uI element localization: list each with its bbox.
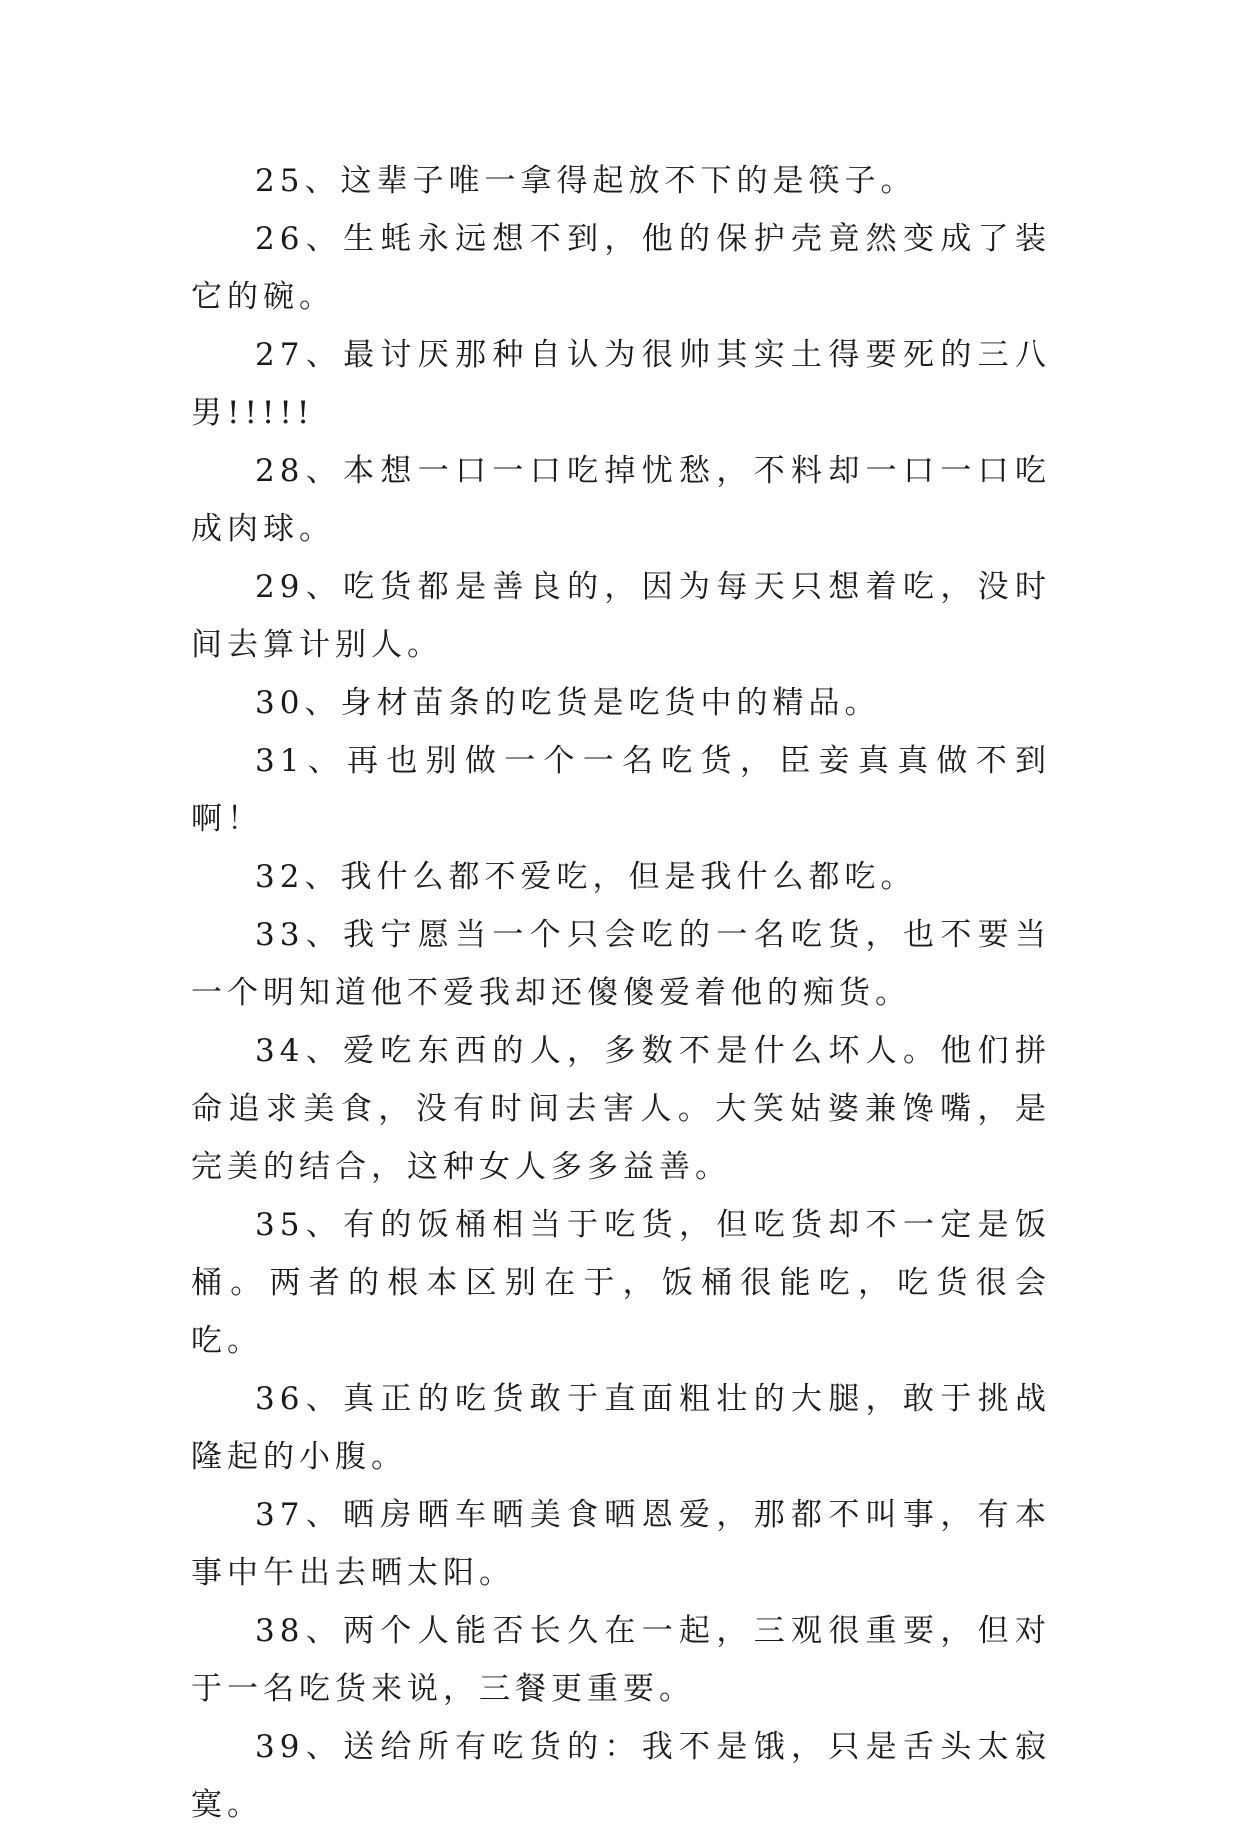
paragraph-27: 27、最讨厌那种自认为很帅其实土得要死的三八男!!!!! — [191, 337, 1051, 431]
document-body — [191, 152, 1051, 1834]
paragraph-30: 30、身材苗条的吃货是吃货中的精品。 — [255, 685, 881, 721]
paragraph-25: 25、这辈子唯一拿得起放不下的是筷子。 — [255, 163, 917, 199]
paragraph-32: 32、我什么都不爱吃，但是我什么都吃。 — [255, 859, 917, 895]
paragraph-34: 34、爱吃东西的人，多数不是什么坏人。他们拼命追求美食，没有时间去害人。大笑姑婆兼馋嘴，是完美的结合，这种女人多多益善。 — [191, 1033, 1051, 1185]
paragraph-37: 37、晒房晒车晒美食晒恩爱，那都不叫事，有本事中午出去晒太阳。 — [191, 1497, 1051, 1591]
paragraph-31: 31、再也别做一个一名吃货，臣妾真真做不到啊！ — [191, 743, 1051, 837]
paragraph-38: 38、两个人能否长久在一起，三观很重要，但对于一名吃货来说，三餐更重要。 — [191, 1613, 1051, 1707]
paragraph-33: 33、我宁愿当一个只会吃的一名吃货，也不要当一个明知道他不爱我却还傻傻爱着他的痴货。 — [191, 917, 1051, 1011]
paragraph-29: 29、吃货都是善良的，因为每天只想着吃，没时间去算计别人。 — [191, 569, 1051, 663]
paragraph-39: 39、送给所有吃货的：我不是饿，只是舌头太寂寞。 — [191, 1729, 1051, 1823]
paragraph-35: 35、有的饭桶相当于吃货，但吃货却不一定是饭桶。两者的根本区别在于，饭桶很能吃，吃货很会吃。 — [191, 1207, 1051, 1359]
paragraph-28: 28、本想一口一口吃掉忧愁，不料却一口一口吃成肉球。 — [191, 453, 1051, 547]
paragraph-36: 36、真正的吃货敢于直面粗壮的大腿，敢于挑战隆起的小腹。 — [191, 1381, 1051, 1475]
paragraph-26: 26、生蚝永远想不到，他的保护壳竟然变成了装它的碗。 — [191, 221, 1051, 315]
